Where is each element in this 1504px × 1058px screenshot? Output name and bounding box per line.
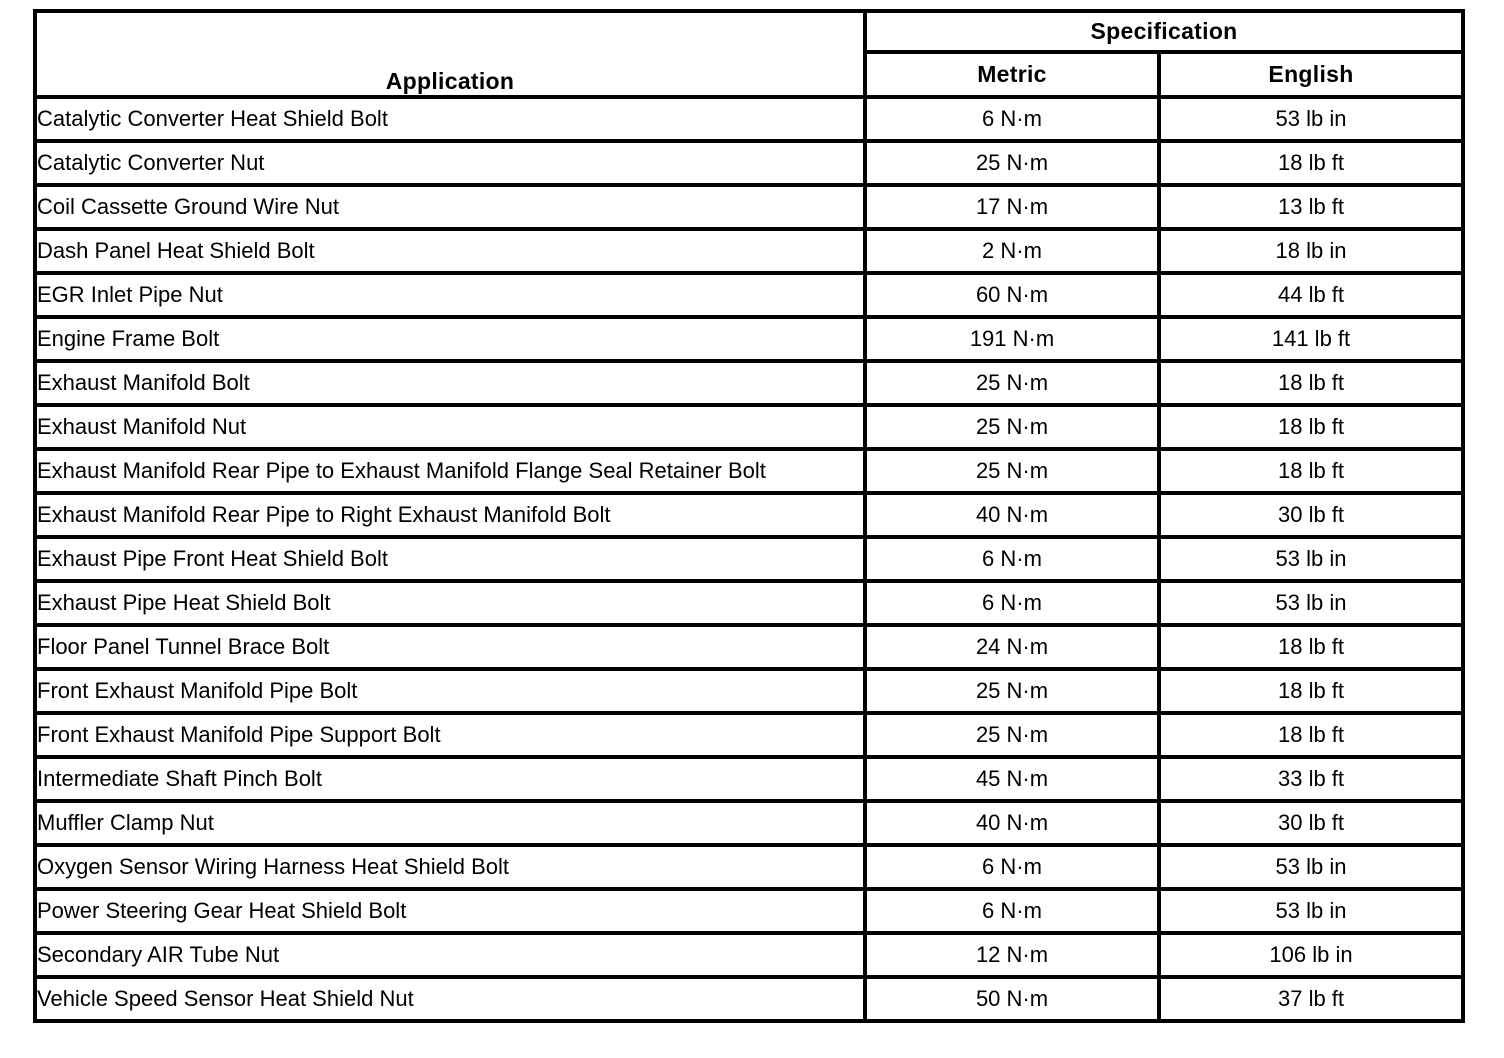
- metric-value-cell: 12 N·m: [865, 933, 1159, 977]
- table-row: [35, 361, 1463, 405]
- table-row: [35, 801, 1463, 845]
- application-cell: Secondary AIR Tube Nut: [35, 933, 865, 977]
- table-row: [35, 933, 1463, 977]
- english-value-cell: 33 lb ft: [1159, 757, 1463, 801]
- metric-value-cell: 25 N·m: [865, 669, 1159, 713]
- application-cell: Vehicle Speed Sensor Heat Shield Nut: [35, 977, 865, 1021]
- table-row: [35, 845, 1463, 889]
- english-value-cell: 106 lb in: [1159, 933, 1463, 977]
- table-row: [35, 537, 1463, 581]
- application-cell: Catalytic Converter Nut: [35, 141, 865, 185]
- english-value-cell: 37 lb ft: [1159, 977, 1463, 1021]
- english-value-cell: 53 lb in: [1159, 537, 1463, 581]
- english-value-cell: 30 lb ft: [1159, 801, 1463, 845]
- application-cell: Floor Panel Tunnel Brace Bolt: [35, 625, 865, 669]
- application-cell: Oxygen Sensor Wiring Harness Heat Shield Bolt: [35, 845, 865, 889]
- metric-value-cell: 17 N·m: [865, 185, 1159, 229]
- table-row: [35, 317, 1463, 361]
- english-value-cell: 30 lb ft: [1159, 493, 1463, 537]
- table-row: [35, 977, 1463, 1021]
- metric-value-cell: 25 N·m: [865, 405, 1159, 449]
- english-value-cell: 18 lb ft: [1159, 449, 1463, 493]
- application-cell: Front Exhaust Manifold Pipe Support Bolt: [35, 713, 865, 757]
- table-row: [35, 713, 1463, 757]
- english-value-cell: 141 lb ft: [1159, 317, 1463, 361]
- table-header: [35, 11, 1463, 97]
- table-body: [35, 97, 1463, 1021]
- metric-value-cell: 6 N·m: [865, 845, 1159, 889]
- application-cell: Exhaust Manifold Bolt: [35, 361, 865, 405]
- application-cell: Dash Panel Heat Shield Bolt: [35, 229, 865, 273]
- application-cell: Intermediate Shaft Pinch Bolt: [35, 757, 865, 801]
- english-value-cell: 53 lb in: [1159, 889, 1463, 933]
- metric-value-cell: 6 N·m: [865, 581, 1159, 625]
- metric-value-cell: 45 N·m: [865, 757, 1159, 801]
- table-row: [35, 493, 1463, 537]
- application-cell: EGR Inlet Pipe Nut: [35, 273, 865, 317]
- english-value-cell: 53 lb in: [1159, 97, 1463, 141]
- english-value-cell: 18 lb ft: [1159, 713, 1463, 757]
- application-cell: Exhaust Manifold Rear Pipe to Right Exhaust Manifold Bolt: [35, 493, 865, 537]
- metric-value-cell: 25 N·m: [865, 361, 1159, 405]
- table-row: [35, 97, 1463, 141]
- metric-column-header: Metric: [865, 52, 1159, 97]
- application-cell: Exhaust Pipe Heat Shield Bolt: [35, 581, 865, 625]
- application-cell: Exhaust Pipe Front Heat Shield Bolt: [35, 537, 865, 581]
- table-row: [35, 889, 1463, 933]
- metric-value-cell: 6 N·m: [865, 97, 1159, 141]
- table-row: [35, 669, 1463, 713]
- metric-value-cell: 191 N·m: [865, 317, 1159, 361]
- english-value-cell: 18 lb ft: [1159, 625, 1463, 669]
- metric-value-cell: 60 N·m: [865, 273, 1159, 317]
- torque-specification-table: [33, 9, 1465, 1023]
- table-row: [35, 141, 1463, 185]
- application-cell: Front Exhaust Manifold Pipe Bolt: [35, 669, 865, 713]
- table-row: [35, 449, 1463, 493]
- metric-value-cell: 40 N·m: [865, 493, 1159, 537]
- english-value-cell: 18 lb ft: [1159, 361, 1463, 405]
- metric-value-cell: 25 N·m: [865, 449, 1159, 493]
- specification-column-header: Specification: [865, 11, 1463, 52]
- english-column-header: English: [1159, 52, 1463, 97]
- table-row: [35, 625, 1463, 669]
- specification-header-row: [35, 11, 1463, 52]
- english-value-cell: 18 lb ft: [1159, 405, 1463, 449]
- metric-value-cell: 25 N·m: [865, 713, 1159, 757]
- english-value-cell: 53 lb in: [1159, 845, 1463, 889]
- table-row: [35, 229, 1463, 273]
- metric-value-cell: 2 N·m: [865, 229, 1159, 273]
- application-cell: Catalytic Converter Heat Shield Bolt: [35, 97, 865, 141]
- english-value-cell: 44 lb ft: [1159, 273, 1463, 317]
- application-column-header: Application: [35, 11, 865, 97]
- english-value-cell: 18 lb in: [1159, 229, 1463, 273]
- application-cell: Engine Frame Bolt: [35, 317, 865, 361]
- metric-value-cell: 40 N·m: [865, 801, 1159, 845]
- table-row: [35, 581, 1463, 625]
- english-value-cell: 18 lb ft: [1159, 669, 1463, 713]
- application-cell: Muffler Clamp Nut: [35, 801, 865, 845]
- table-row: [35, 405, 1463, 449]
- table-row: [35, 185, 1463, 229]
- metric-value-cell: 24 N·m: [865, 625, 1159, 669]
- application-cell: Exhaust Manifold Nut: [35, 405, 865, 449]
- metric-value-cell: 25 N·m: [865, 141, 1159, 185]
- table-row: [35, 273, 1463, 317]
- english-value-cell: 13 lb ft: [1159, 185, 1463, 229]
- application-cell: Exhaust Manifold Rear Pipe to Exhaust Manifold Flange Seal Retainer Bolt: [35, 449, 865, 493]
- application-cell: Coil Cassette Ground Wire Nut: [35, 185, 865, 229]
- metric-value-cell: 6 N·m: [865, 889, 1159, 933]
- metric-value-cell: 6 N·m: [865, 537, 1159, 581]
- application-cell: Power Steering Gear Heat Shield Bolt: [35, 889, 865, 933]
- metric-value-cell: 50 N·m: [865, 977, 1159, 1021]
- english-value-cell: 53 lb in: [1159, 581, 1463, 625]
- english-value-cell: 18 lb ft: [1159, 141, 1463, 185]
- table-row: [35, 757, 1463, 801]
